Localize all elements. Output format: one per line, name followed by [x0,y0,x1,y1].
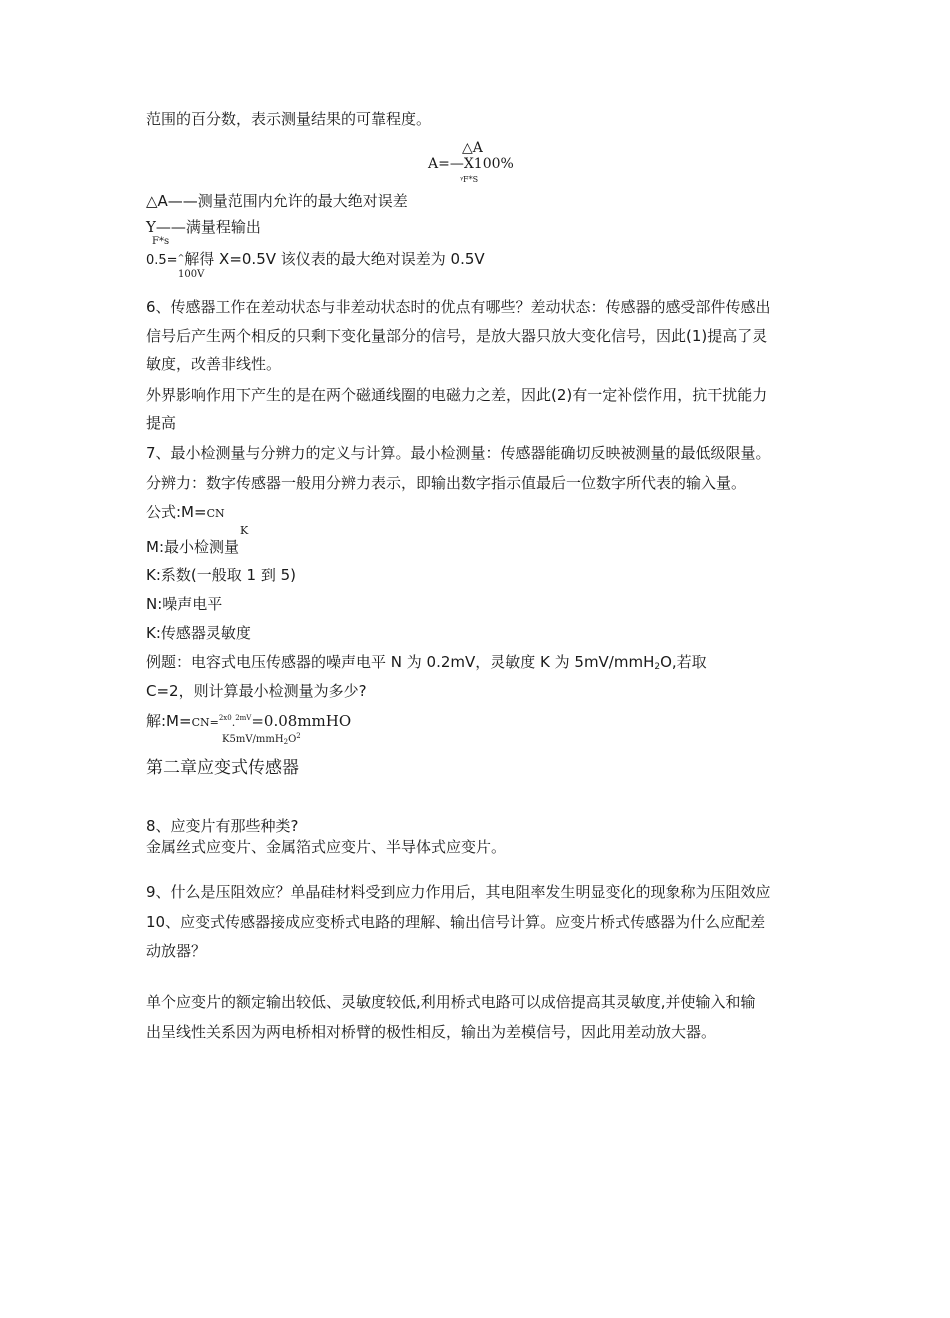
text-line [146,655,707,672]
text-line: K:系数(一般取 1 到 5) [146,566,296,584]
text-line [146,252,485,267]
text-span: O [288,734,297,745]
text-line [146,505,225,520]
text-span: 2 [296,732,301,740]
text-line: 出呈线性关系因为两电桥相对桥臂的极性相反，输出为差模信号，因此用差动放大器。 [146,1023,717,1041]
subscript-text: 2 [654,662,661,672]
text-span: ^ [177,253,185,262]
text-line: 动放器？ [146,942,207,960]
text-span: =0.08mmHO [251,712,352,730]
text-span: O,若取 [660,653,707,671]
text-line: M:最小检测量 [146,538,239,556]
subscript-text: F*s [152,236,170,247]
text-line: 范围的百分数，表示测量结果的可靠程度。 [146,110,432,128]
formula-denominator: ᵞF*S [460,175,479,184]
formula-numerator: △A [462,140,483,156]
text-line: 信号后产生两个相反的只剩下变化量部分的信号，是放大器只放大变化信号，因此(1)提高了灵 [146,327,768,345]
text-line: 9、什么是压阻效应？单晶硅材料受到应力作用后，其电阻率发生明显变化的现象称为压阻效应 [146,883,771,901]
text-line: 10、应变式传感器接成应变桥式电路的理解、输出信号计算。应变片桥式传感器为什么应配差 [146,913,766,931]
text-span: CN [191,716,210,729]
text-line: 分辨力：数字传感器一般用分辨力表示，即输出数字指示值最后一位数字所代表的输入量。 [146,474,747,492]
text-line: 7、最小检测量与分辨力的定义与计算。最小检测量：传感器能确切反映被测量的最低级限量。 [146,444,771,462]
subscript-text: K [240,524,249,537]
text-line: 单个应变片的额定输出较低、灵敏度较低,利用桥式电路可以成倍提高其灵敏度,并使输入和输 [146,993,756,1011]
text-span: . [231,716,236,729]
text-line: 8、应变片有那些种类? [146,817,299,835]
text-span: 0.5= [146,253,178,268]
text-line: △A——测量范围内允许的最大绝对误差 [146,192,408,210]
text-span: 例题：电容式电压传感器的噪声电平 N 为 0.2mV，灵敏度 K 为 5mV/mmH [146,653,655,671]
text-line: N:噪声电平 [146,595,223,613]
text-line: 提高 [146,414,177,432]
text-line: Y——满量程输出 [146,218,261,236]
text-line: 6、传感器工作在差动状态与非差动状态时的优点有哪些？差动状态：传感器的感受部件传感出 [146,298,771,316]
text-span: CN [206,507,225,520]
text-span: 公式:M= [146,503,207,521]
text-span: K5mV/mmH [222,734,284,745]
subscript-text: 2 [283,738,289,746]
text-line: C=2，则计算最小检测量为多少? [146,682,367,700]
text-line: 外界影响作用下产生的是在两个磁通线圈的电磁力之差，因此(2)有一定补偿作用，抗干扰能力 [146,386,768,404]
formula-main: A=—X100% [428,156,514,172]
text-line: K:传感器灵敏度 [146,624,251,642]
text-span: 解:M= [146,712,192,730]
text-span: 解得 X=0.5V 该仪表的最大绝对误差为 0.5V [184,250,485,268]
text-span: = [209,716,219,729]
text-line: 敏度，改善非线性。 [146,355,282,373]
text-span: 2x0 [218,714,232,722]
subscript-text [222,733,301,746]
chapter-heading: 第二章应变式传感器 [146,758,299,778]
text-span: 2mV [235,714,252,722]
subscript-text: 100V [178,269,205,280]
text-line: 金属丝式应变片、金属箔式应变片、半导体式应变片。 [146,838,507,856]
text-line [146,714,351,729]
